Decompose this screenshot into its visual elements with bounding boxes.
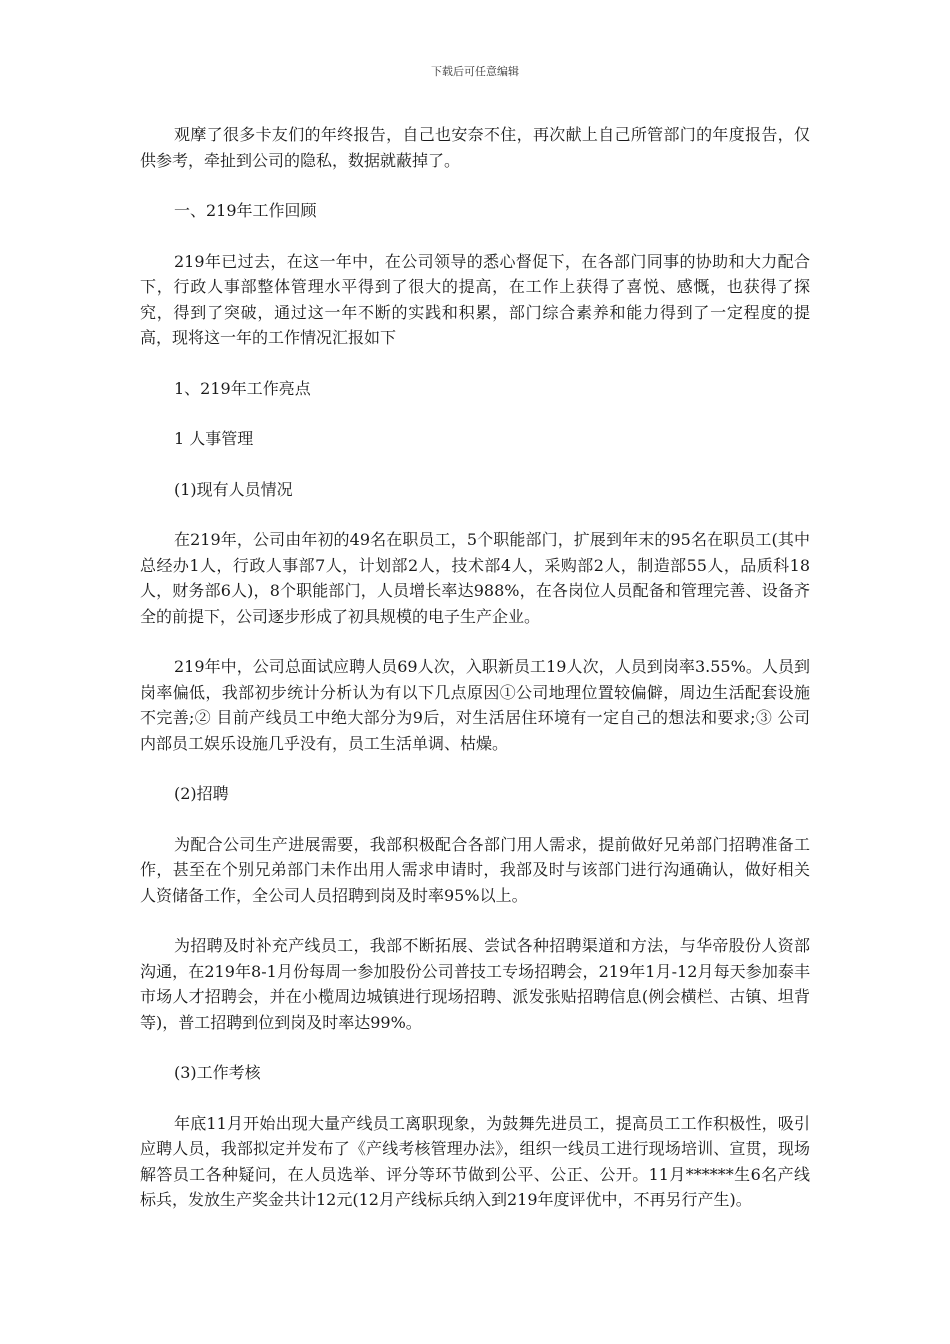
summary-paragraph: 219年已过去，在这一年中，在公司领导的悉心督促下，在各部门同事的协助和大力配合下，行政人事部整体管理水平得到了很大的提高，在工作上获得了喜悦、感慨，也获得了探究，得到了突破，通过这一年不断的实践和积累，部门综合素养和能力得到了一定程度的提高，现将这一年的工作情况汇报如下	[140, 251, 810, 347]
document-body	[140, 122, 810, 1238]
item-heading-recruitment: (2)招聘	[174, 784, 229, 803]
subsection-heading-hr-management: 1 人事管理	[174, 429, 254, 448]
arrival-rate-paragraph: 219年中，公司总面试应聘人员69人次，入职新员工19人次，人员到岗率3.55%。人员到岗率偏低，我部初步统计分析认为有以下几点原因①公司地理位置较偏僻，周边生活配套设施不完善;② 目前产线员工中绝大部分为9后，对生活居住环境有一定自己的想法和要求;③ 公司内部员工娱乐设施几乎没有，员工生活单调、枯燥。	[140, 657, 810, 753]
section-heading-review: 一、219年工作回顾	[174, 201, 317, 220]
recruitment-paragraph-1: 为配合公司生产进展需要，我部积极配合各部门用人需求，提前做好兄弟部门招聘准备工作，甚至在个别兄弟部门未作出用人需求申请时，我部及时与该部门进行沟通确认，做好相关人资储备工作，全公司人员招聘到岗及时率95%以上。	[140, 834, 810, 905]
assessment-paragraph: 年底11月开始出现大量产线员工离职现象，为鼓舞先进员工，提高员工工作积极性，吸引应聘人员，我部拟定并发布了《产线考核管理办法》，组织一线员工进行现场培训、宣贯，现场解答员工各种疑问，在人员选举、评分等环节做到公平、公正、公开。11月******生6名产线标兵，发放生产奖金共计12元(12月产线标兵纳入到219年度评优中，不再另行产生)。	[140, 1113, 810, 1209]
subsection-heading-highlights: 1、219年工作亮点	[174, 378, 311, 398]
item-heading-staff-status: (1)现有人员情况	[174, 479, 293, 499]
staff-status-paragraph: 在219年，公司由年初的49名在职员工，5个职能部门，扩展到年末的95名在职员工(其中总经办1人，行政人事部7人，计划部2人，技术部4人，采购部2人，制造部55人，品质科18人，财务部6人)，8个职能部门，人员增长率达988%，在各岗位人员配备和管理完善、设备齐全的前提下，公司逐步形成了初具规模的电子生产企业。	[140, 530, 810, 626]
page-header-note: 下载后可任意编辑	[431, 65, 519, 78]
recruitment-paragraph-2: 为招聘及时补充产线员工，我部不断拓展、尝试各种招聘渠道和方法，与华帝股份人资部沟通，在219年8-1月份每周一参加股份公司普技工专场招聘会，219年1月-12月每天参加泰丰市场人才招聘会，并在小榄周边城镇进行现场招聘、派发张贴招聘信息(例会横栏、古镇、坦背等)，普工招聘到位到岗及时率达99%。	[140, 936, 810, 1032]
intro-paragraph: 观摩了很多卡友们的年终报告，自己也安奈不住，再次献上自己所管部门的年度报告，仅供参考，牵扯到公司的隐私，数据就蔽掉了。	[140, 125, 810, 170]
item-heading-assessment: (3)工作考核	[174, 1063, 261, 1082]
